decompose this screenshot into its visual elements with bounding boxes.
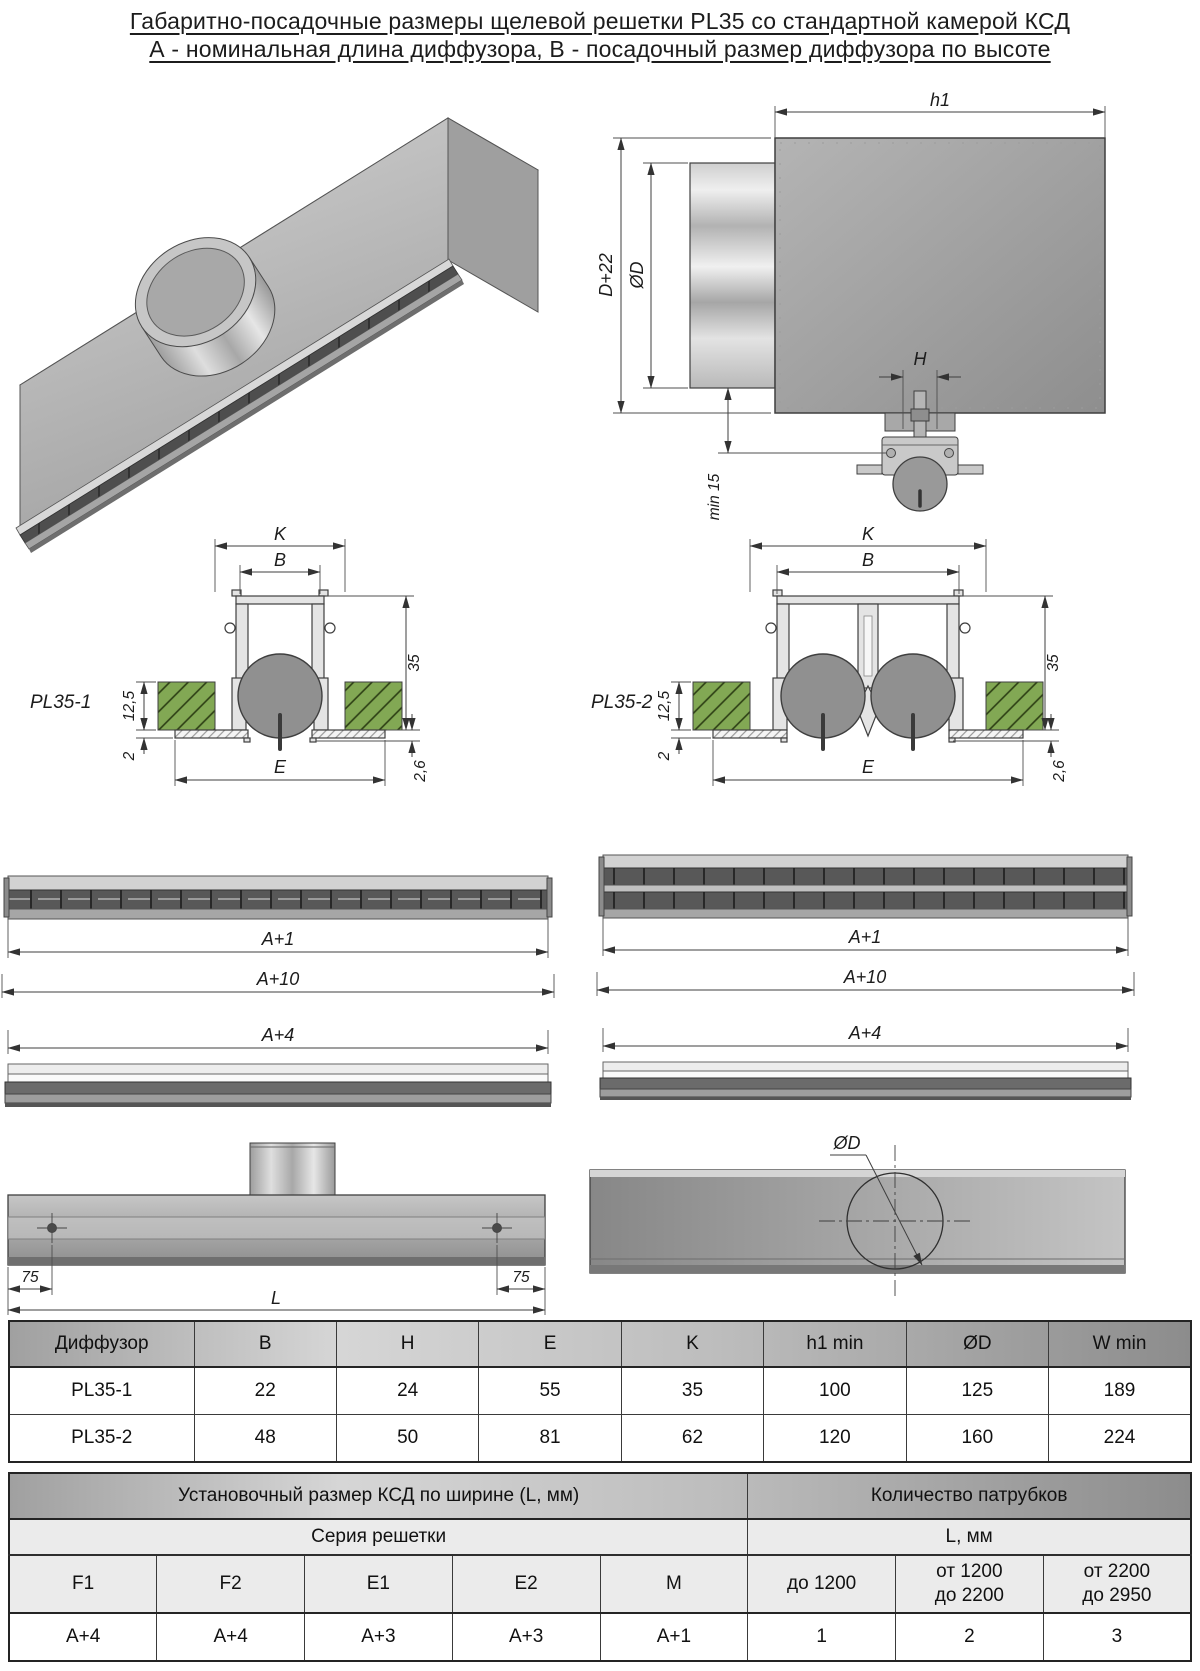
dim-E2 xyxy=(713,740,1023,786)
grille-bar xyxy=(599,855,1132,918)
cell-diamD: 125 xyxy=(906,1367,1048,1415)
isometric-view xyxy=(8,90,573,526)
dim-2-label: 2 xyxy=(656,751,673,761)
cell-H: 50 xyxy=(336,1415,478,1463)
dim-B1 xyxy=(240,550,320,594)
series-E1: E1 xyxy=(305,1555,453,1613)
frame-profile-strip xyxy=(5,1064,551,1107)
dim-2-label: 2 xyxy=(121,751,138,761)
cell-diamD: 160 xyxy=(906,1415,1048,1463)
cell-K: 35 xyxy=(621,1367,763,1415)
extrusion-profile xyxy=(713,590,1023,742)
value-F1: A+4 xyxy=(9,1613,157,1661)
col-header-K: K xyxy=(621,1321,763,1367)
camera-top-view xyxy=(0,1118,560,1318)
cell-H: 24 xyxy=(336,1367,478,1415)
dim-a10 xyxy=(2,969,554,998)
dim-min15-label: min 15 xyxy=(706,473,723,521)
dim-35-label: 35 xyxy=(1045,654,1062,672)
dim-a4 xyxy=(603,1023,1128,1052)
range-1-line1: до 1200 xyxy=(787,1573,857,1595)
dim-125-1 xyxy=(121,682,156,730)
subheader-grille-series: Серия решетки xyxy=(9,1519,748,1555)
cell-h1min: 100 xyxy=(764,1367,906,1415)
values-row xyxy=(9,1613,1191,1661)
dim-diam-d xyxy=(627,163,688,388)
value-E2: A+3 xyxy=(452,1613,600,1661)
dim-L-label: L xyxy=(270,1288,282,1308)
range-3-line1: от 2200 xyxy=(1083,1561,1151,1583)
dim-125-label: 12,5 xyxy=(121,690,138,722)
dim-125-2 xyxy=(656,682,691,730)
series-E2: E2 xyxy=(452,1555,600,1613)
dim-h1 xyxy=(775,90,1105,138)
rod-nut xyxy=(911,409,929,421)
dim-a1-label: A+1 xyxy=(261,929,295,949)
dimensions-table xyxy=(8,1320,1192,1463)
camera-top-edge xyxy=(590,1170,1125,1177)
spigot xyxy=(250,1143,335,1195)
plenum-box xyxy=(775,138,1105,413)
camera-hole-view xyxy=(583,1118,1200,1318)
dim-E-label: E xyxy=(273,757,287,777)
dim-26-label: 2,6 xyxy=(412,760,429,782)
installation-table-header xyxy=(9,1473,1191,1519)
length-views-pl35-2 xyxy=(583,800,1200,1102)
dim-E-label: E xyxy=(861,757,875,777)
dim-B-label: B xyxy=(273,550,287,570)
camera-band xyxy=(8,1217,545,1239)
dim-h1-label: h1 xyxy=(929,90,951,110)
cell-E: 81 xyxy=(479,1415,621,1463)
count-2: 2 xyxy=(896,1613,1044,1661)
camera-bottom-edge xyxy=(590,1265,1125,1273)
series-row xyxy=(9,1555,1191,1613)
col-header-Wmin: W min xyxy=(1049,1321,1191,1367)
length-views-pl35-1 xyxy=(0,812,560,1112)
camera-bottom-edge xyxy=(8,1257,545,1265)
section-pl35-1 xyxy=(10,524,570,820)
installation-table-subheader xyxy=(9,1519,1191,1555)
section-pl35-1-label: PL35-1 xyxy=(30,692,92,713)
range-3-line2: до 2950 xyxy=(1082,1585,1152,1606)
profile-section-detail xyxy=(857,437,983,511)
range-2 xyxy=(896,1555,1044,1613)
table-row-pl35-1 xyxy=(9,1367,1191,1415)
series-M: M xyxy=(600,1555,748,1613)
ceiling-panel-left xyxy=(693,682,750,730)
dim-a1-label: A+1 xyxy=(848,927,882,947)
dim-a1 xyxy=(8,919,548,958)
grille-bar xyxy=(4,876,552,919)
dim-35-label: 35 xyxy=(406,654,423,672)
page-title-line2: А - номинальная длина диффузора, В - посадочный размер диффузора по высоте xyxy=(149,36,1051,62)
dim-125-label: 12,5 xyxy=(656,690,673,722)
dim-a1 xyxy=(603,918,1128,956)
cell-B: 48 xyxy=(194,1415,336,1463)
subheader-L-mm: L, мм xyxy=(748,1519,1191,1555)
count-1: 1 xyxy=(748,1613,896,1661)
cell-h1min: 120 xyxy=(764,1415,906,1463)
dim-a10-label: A+10 xyxy=(256,969,300,989)
dim-L xyxy=(8,1288,545,1310)
section-pl35-2 xyxy=(583,524,1195,820)
dim-diamd-label: ØD xyxy=(833,1133,861,1153)
table-row-pl35-2 xyxy=(9,1415,1191,1463)
col-header-diamD: ØD xyxy=(906,1321,1048,1367)
frame-profile-strip xyxy=(600,1062,1131,1100)
range-2-line1: от 1200 xyxy=(936,1561,1003,1583)
ceiling-panel-right xyxy=(345,682,402,730)
value-E1: A+3 xyxy=(305,1613,453,1661)
dim-a10 xyxy=(597,967,1134,996)
dim-B-label: B xyxy=(861,550,875,570)
row-name: PL35-1 xyxy=(9,1367,194,1415)
section-pl35-2-label: PL35-2 xyxy=(591,692,653,713)
side-view xyxy=(585,90,1197,529)
col-header-E: E xyxy=(479,1321,621,1367)
dim-75-label: 75 xyxy=(512,1269,530,1286)
group-header-spigot-count: Количество патрубков xyxy=(748,1473,1191,1519)
dim-H-label: H xyxy=(913,349,927,369)
cell-E: 55 xyxy=(479,1367,621,1415)
dim-K-label: K xyxy=(273,524,287,544)
col-header-h1min: h1 min xyxy=(764,1321,906,1367)
dimensions-table-header xyxy=(9,1321,1191,1367)
count-3: 3 xyxy=(1043,1613,1191,1661)
dim-K-label: K xyxy=(861,524,875,544)
group-header-install-width: Установочный размер КСД по ширине (L, мм) xyxy=(9,1473,748,1519)
dim-diamd-label: ØD xyxy=(627,261,647,289)
series-F2: F2 xyxy=(157,1555,305,1613)
dim-26-label: 2,6 xyxy=(1051,760,1068,782)
series-F1: F1 xyxy=(9,1555,157,1613)
installation-table xyxy=(8,1472,1192,1662)
col-header-H: H xyxy=(336,1321,478,1367)
col-header-B: B xyxy=(194,1321,336,1367)
ceiling-panel-left xyxy=(158,682,215,730)
ceiling-panel-right xyxy=(986,682,1043,730)
dim-a4-label: A+4 xyxy=(261,1025,295,1045)
dim-75-label: 75 xyxy=(21,1269,39,1286)
dim-a4 xyxy=(8,1025,548,1054)
col-header-diffusor: Диффузор xyxy=(9,1321,194,1367)
cell-Wmin: 189 xyxy=(1049,1367,1191,1415)
cell-Wmin: 224 xyxy=(1049,1415,1191,1463)
dim-B2 xyxy=(777,550,959,594)
row-name: PL35-2 xyxy=(9,1415,194,1463)
value-F2: A+4 xyxy=(157,1613,305,1661)
range-2-line2: до 2200 xyxy=(934,1585,1004,1606)
range-1 xyxy=(748,1555,896,1613)
duct-collar xyxy=(690,163,775,388)
value-M: A+1 xyxy=(600,1613,748,1661)
cell-K: 62 xyxy=(621,1415,763,1463)
cell-B: 22 xyxy=(194,1367,336,1415)
dim-d22-label: D+22 xyxy=(596,253,616,297)
dim-a4-label: A+4 xyxy=(848,1023,882,1043)
range-3 xyxy=(1043,1555,1191,1613)
dim-a10-label: A+10 xyxy=(843,967,887,987)
page-title-line1: Габаритно-посадочные размеры щелевой решетки PL35 со стандартной камерой КСД xyxy=(129,8,1071,34)
camera-body xyxy=(590,1170,1125,1273)
